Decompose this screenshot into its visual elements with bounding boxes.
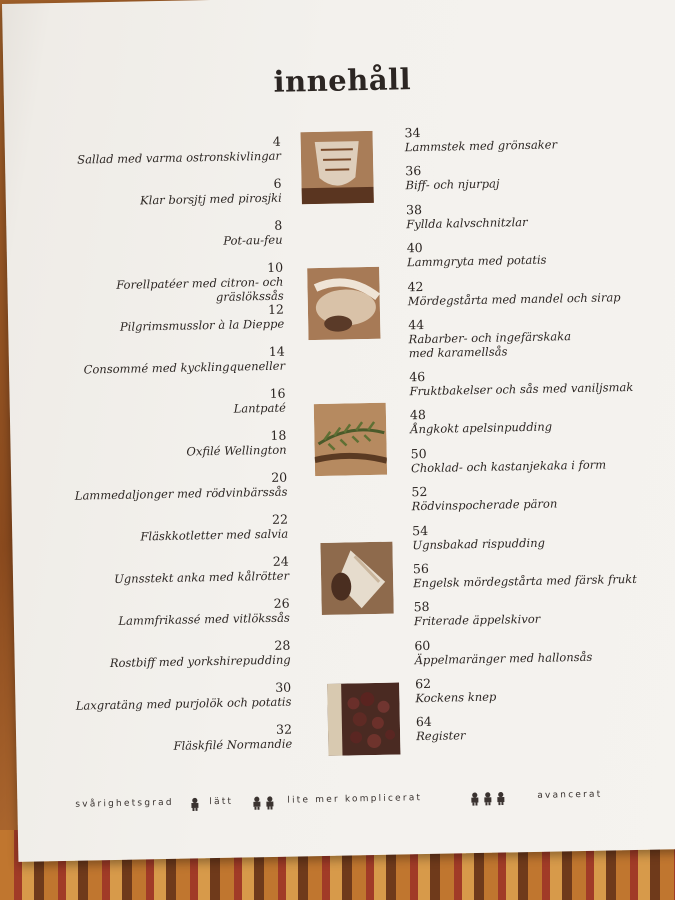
toc-page-number: 60 <box>414 637 431 653</box>
toc-recipe-name: Ugnsbakad rispudding <box>412 535 546 552</box>
toc-recipe-name: Pilgrimsmusslor à la Dieppe <box>119 316 285 334</box>
toc-entry <box>45 135 282 182</box>
toc-recipe-name: Fläskfilé Normandie <box>173 736 293 753</box>
toc-entry <box>49 345 286 392</box>
toc-page-number: 52 <box>411 484 428 500</box>
toc-entry <box>407 236 675 280</box>
toc-entry <box>52 513 289 560</box>
toc-recipe-name: Rödvinspocherade päron <box>411 496 558 514</box>
toc-page-number: 32 <box>275 721 293 737</box>
toc-entry <box>408 313 675 370</box>
toc-page-number: 46 <box>409 368 426 385</box>
toc-entry <box>53 555 290 602</box>
book-page <box>2 0 675 862</box>
difficulty-medium: lite mer komplicerat <box>287 793 423 806</box>
toc-recipe-name: Rostbiff med yorkshirepudding <box>109 652 291 671</box>
toc-recipe-name: Lammgryta med potatis <box>406 252 547 270</box>
toc-page-number: 30 <box>275 679 292 695</box>
toc-entry <box>50 429 287 476</box>
toc-page-number: 10 <box>267 259 284 275</box>
toc-page-number: 38 <box>405 201 423 218</box>
toc-entry <box>412 519 675 563</box>
toc-page-number: 26 <box>273 595 290 611</box>
herb-photo <box>314 403 387 476</box>
toc-recipe-name: Lammstek med grönsaker <box>404 137 558 155</box>
difficulty-legend <box>75 789 635 810</box>
pastry-photo <box>320 542 393 615</box>
toc-entry <box>47 261 284 308</box>
toc-page-number: 24 <box>272 553 289 569</box>
chef-hat-icon <box>251 796 275 813</box>
toc-page-number: 62 <box>414 675 432 692</box>
toc-recipe-name: Oxfilé Wellington <box>186 442 287 459</box>
toc-entry <box>410 403 675 447</box>
toc-page-number: 50 <box>410 445 427 461</box>
toc-page-number: 58 <box>413 599 430 615</box>
toc-entry <box>51 471 288 518</box>
toc-page-number: 6 <box>273 175 282 191</box>
toc-page-number: 40 <box>406 240 423 256</box>
toc-recipe-name: Rabarber- och ingefärskaka med karamellsås <box>408 329 572 361</box>
toc-recipe-name: Ugnsstekt anka med kålrötter <box>114 568 290 586</box>
difficulty-easy: lätt <box>209 796 234 808</box>
berries-photo <box>327 683 400 756</box>
toc-page-number: 22 <box>271 511 289 527</box>
right-contents-column <box>404 121 675 754</box>
toc-page-number: 48 <box>409 407 427 423</box>
chef-hat-icon <box>469 791 506 809</box>
toc-page-number: 20 <box>271 469 288 485</box>
toc-entry <box>406 198 675 242</box>
toc-page-number: 36 <box>405 163 422 179</box>
toc-page-number: 56 <box>412 560 429 577</box>
left-contents-column <box>45 135 293 769</box>
toc-entry <box>411 480 675 524</box>
toc-recipe-name: Fruktbakelser och sås med vaniljsmak <box>409 379 634 399</box>
toc-page-number: 8 <box>274 217 283 233</box>
toc-recipe-name: Friterade äppelskivor <box>413 612 541 629</box>
toc-recipe-name: Forellpatéer med citron- och gräslökssås <box>116 274 284 304</box>
toc-page-number: 16 <box>269 385 286 401</box>
toc-entry <box>49 387 286 434</box>
toc-recipe-name: Lammfrikassé med vitlökssås <box>118 610 290 628</box>
toc-recipe-name: Pot-au-feu <box>223 232 283 248</box>
toc-page-number: 18 <box>270 427 287 443</box>
toc-entry <box>405 159 675 203</box>
toc-entry <box>415 672 675 716</box>
toc-entry <box>54 639 291 686</box>
toc-entry <box>409 365 675 409</box>
toc-recipe-name: Register <box>416 728 466 744</box>
toc-page-number: 42 <box>407 278 424 294</box>
toc-entry <box>411 442 675 486</box>
toc-entry <box>407 275 675 319</box>
toc-recipe-name: Ångkokt apelsinpudding <box>410 419 553 437</box>
toc-page-number: 54 <box>412 522 429 538</box>
toc-recipe-name: Lammedaljonger med rödvinbärssås <box>74 484 288 503</box>
toc-recipe-name: Choklad- och kastanjekaka i form <box>410 457 607 475</box>
dough-photo <box>307 267 380 340</box>
toc-page-number: 64 <box>415 714 432 730</box>
difficulty-label: svårighetsgrad <box>75 797 174 810</box>
toc-entry <box>53 597 290 644</box>
toc-recipe-name: Consommé med kycklingqueneller <box>83 358 286 377</box>
toc-recipe-name: Äppelmaränger med hallonsås <box>414 649 593 667</box>
toc-entry <box>48 303 285 350</box>
toc-recipe-name: Klar borsjtj med pirosjki <box>139 190 282 208</box>
chef-hat-icon <box>189 797 200 814</box>
page-title: innehåll <box>273 62 412 99</box>
toc-entry <box>416 710 675 754</box>
toc-recipe-name: Fläskkotletter med salvia <box>140 526 289 544</box>
toc-recipe-name: Laxgratäng med purjolök och potatis <box>75 694 292 713</box>
toc-recipe-name: Engelsk mördegstårta med färsk frukt <box>413 571 637 591</box>
toc-entry <box>414 634 675 678</box>
toc-page-number: 4 <box>272 133 281 149</box>
toc-recipe-name: Lantpaté <box>233 400 286 416</box>
toc-page-number: 44 <box>408 316 425 333</box>
toc-entry <box>55 681 292 728</box>
toc-page-number: 28 <box>274 637 291 653</box>
toc-page-number: 14 <box>268 343 285 359</box>
toc-recipe-name: Biff- och njurpaj <box>405 176 500 193</box>
toc-page-number: 12 <box>267 301 285 317</box>
toc-entry <box>45 177 282 224</box>
toc-entry <box>56 723 293 770</box>
toc-recipe-name: Fyllda kalvschnitzlar <box>406 214 528 232</box>
toc-page-number: 34 <box>404 124 421 141</box>
glass-photo <box>301 131 374 204</box>
toc-entry <box>414 595 675 639</box>
toc-recipe-name: Kockens knep <box>415 689 497 706</box>
toc-entry <box>46 219 283 266</box>
toc-recipe-name: Mördegstårta med mandel och sirap <box>407 289 621 308</box>
toc-recipe-name: Sallad med varma ostronskivlingar <box>77 148 282 167</box>
difficulty-advanced: avancerat <box>537 789 603 801</box>
toc-entry <box>404 121 675 165</box>
toc-entry <box>413 557 675 601</box>
